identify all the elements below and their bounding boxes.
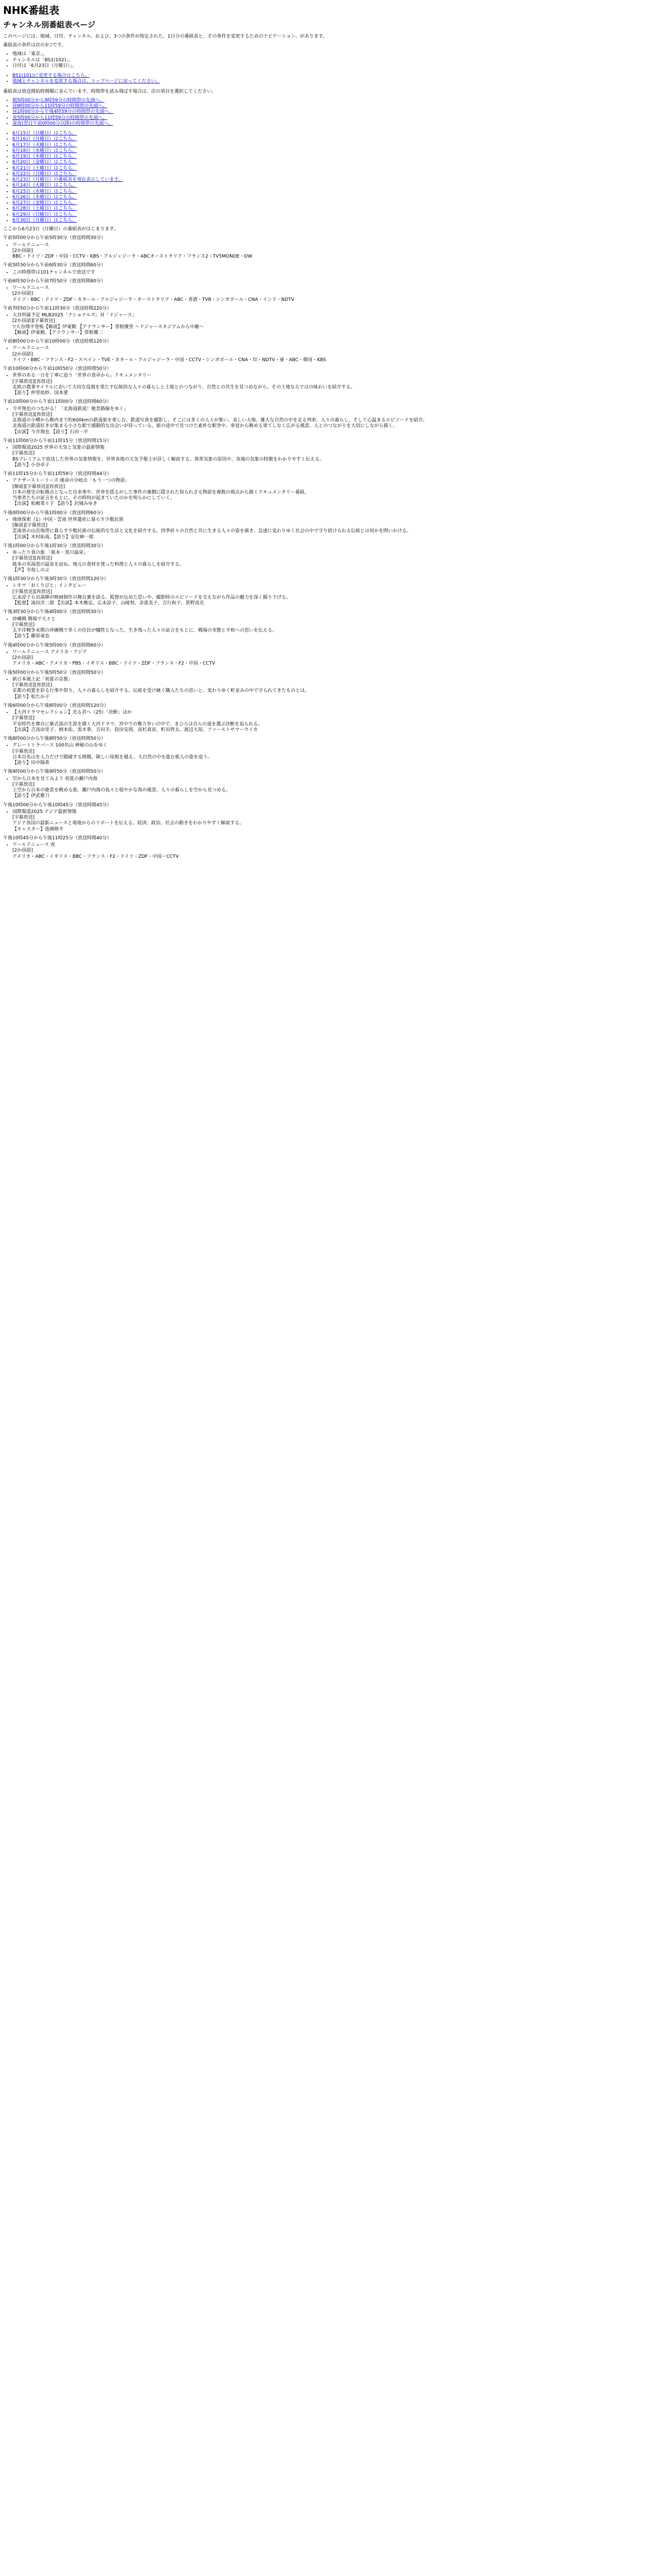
program-detail: 上空から日本の絶景を眺める旅。瀬戸内海の島々と穏やかな海の風景、人々の暮らしを空から見つめる。 bbox=[12, 788, 231, 793]
program-entry bbox=[12, 285, 659, 303]
program-title: • 今井翔也のつながる！「北海道鉄道！絶景路線をゆく」 bbox=[12, 406, 129, 412]
program-detail: [2か国語] bbox=[12, 848, 33, 854]
condition-item: • 日付は「6月23日（月曜日）」。 bbox=[12, 63, 659, 69]
program-detail: アジア各国の最新ニュースと現地からのリポートを伝える。経済、政治、社会の動きをわかりやすく解説する。 bbox=[12, 821, 244, 826]
program-time: 午後4時00分から午後5時00分（放送時間60分） bbox=[3, 642, 106, 648]
program-details bbox=[3, 710, 659, 733]
program-detail: 【声】寺島しのぶ bbox=[12, 567, 50, 573]
change-link-item bbox=[12, 79, 659, 84]
program-detail: 北海道の鉄道好きが集まる小さな駅で感動的な出会いが待っている。旅の途中で見つけた素朴な駅舎や、車窓から眺める果てしなく広がる風景、人とのつながりを大切にしながら描く。 bbox=[12, 423, 398, 429]
program-detail: [解説][字幕放送] bbox=[12, 523, 48, 528]
date-nav-link[interactable]: 6月28日（土曜日）はこちら。 bbox=[12, 206, 77, 212]
program-entry bbox=[12, 743, 659, 766]
time-nav-link[interactable]: 深夜(翌日午前0時00分以降)の時間帯の先頭へ。 bbox=[12, 121, 113, 126]
program-slot bbox=[3, 703, 659, 733]
program-detail: ▽大谷翔平登板【解説】伊東勤 【アナウンサー】曽根優里 〜ドジャースタジアムから中継〜 bbox=[12, 324, 204, 330]
program-title: • この時間帯は101チャンネルで放送です bbox=[12, 269, 95, 275]
program-details bbox=[3, 313, 659, 336]
time-nav-link[interactable]: 朝5時00分から9時59分の時間帯の先頭へ。 bbox=[12, 97, 105, 103]
program-detail: 京都の初夏を彩る行事や祭り、人々の暮らしを紹介する。伝統を受け継ぐ職人たちの思いと、変わりゆく町並みの中で守られてきたものとは。 bbox=[12, 688, 310, 694]
program-time: 午前6時30分から午前7時50分（放送時間80分） bbox=[3, 278, 106, 284]
program-title: • 国際報道2025 アジア最新情報 bbox=[12, 809, 77, 815]
program-time: 午前11時00分から午前11時15分（放送時間15分） bbox=[3, 438, 112, 444]
conditions-list bbox=[3, 52, 659, 69]
program-detail: [字幕放送][再放送] bbox=[12, 683, 53, 688]
page-subtitle: チャンネル別番組表ページ bbox=[3, 20, 95, 29]
date-nav-item bbox=[12, 177, 659, 183]
intro-text: このページには、地域、日付、チャンネル、および、3つの条件が指定された、1日分の番組表と、その条件を変更するためのナビゲーション、があります。 bbox=[3, 33, 327, 39]
program-detail: 【出演】今井翔也 【語り】石田一平 bbox=[12, 429, 88, 435]
program-title: • 世界のある一日を丁寧に追う「世界の食卓から」ドキュメンタリー bbox=[12, 373, 152, 379]
time-nav-item bbox=[12, 109, 659, 115]
date-nav-link[interactable]: 6月27日（金曜日）はこちら。 bbox=[12, 200, 77, 206]
program-title: • ワールドニュース 夜 bbox=[12, 842, 55, 848]
program-slot bbox=[3, 399, 659, 435]
program-detail: アメリカ・ABC・イギリス・BBC・フランス・F2・ドイツ・ZDF・中国・CCTV bbox=[12, 854, 179, 859]
change-links bbox=[3, 73, 659, 85]
program-detail: 日本百名山を人力だけで踏破する挑戦。険しい尾根を越え、大自然の中を進む旅人の姿を追う。 bbox=[12, 754, 212, 760]
program-time: 午前10時00分から午前10時50分（放送時間50分） bbox=[3, 366, 112, 371]
program-title: • 大谷所属予定 MLB2025「ナショナルズ」対「ドジャース」 bbox=[12, 313, 137, 318]
program-time: 午前5時30分から午前6時30分（放送時間60分） bbox=[3, 263, 106, 268]
program-entry bbox=[12, 406, 659, 435]
program-slot bbox=[3, 670, 659, 700]
program-detail: 北海道の小樽から稚内まで約600kmの鉄道旅を楽しむ。鉄道写真を撮影し、そこには多くの人々が集い、美しい大地、雄大な自然の中を走る列車、人々の暮らし、そして心温まるエピソードを紹介。 bbox=[12, 418, 428, 423]
time-nav-item bbox=[12, 121, 659, 127]
program-details bbox=[3, 677, 659, 700]
program-entry bbox=[12, 346, 659, 363]
condition-item: • 地域は「東京」。 bbox=[12, 52, 659, 57]
program-entry bbox=[12, 677, 659, 700]
program-slot bbox=[3, 736, 659, 766]
program-slot bbox=[3, 235, 659, 260]
date-nav-link[interactable]: 6月22日（日曜日）はこちら。 bbox=[12, 171, 77, 177]
date-nav-link[interactable]: 6月16日（月曜日）はこちら。 bbox=[12, 137, 77, 142]
date-nav-item bbox=[12, 160, 659, 165]
program-slot bbox=[3, 263, 659, 276]
program-title: • 地球探索（1）中国・雲南 世界遺産に暮らす少数民族 bbox=[12, 517, 124, 522]
time-nav-item bbox=[12, 104, 659, 109]
program-entry bbox=[12, 445, 659, 468]
date-nav-item bbox=[12, 218, 659, 224]
program-entry bbox=[12, 478, 659, 507]
program-time: 午後10時45分から午後11時25分（放送時間40分） bbox=[3, 835, 112, 841]
program-title: • ワールドニュース bbox=[12, 242, 49, 248]
program-details bbox=[3, 270, 659, 276]
date-nav-item bbox=[12, 212, 659, 218]
program-detail: [字幕放送] bbox=[12, 451, 35, 456]
program-detail: [字幕放送] bbox=[12, 815, 35, 820]
change-link-item bbox=[12, 73, 659, 79]
program-title: • 新日本風土記「初夏の京都」 bbox=[12, 676, 73, 682]
time-nav-item bbox=[12, 115, 659, 121]
date-nav-link[interactable]: 6月29日（日曜日）はこちら。 bbox=[12, 212, 77, 217]
program-title: • ゆったり食の旅 「熊本・黒川温泉」 bbox=[12, 550, 88, 555]
program-slot bbox=[3, 577, 659, 606]
change-channel-link[interactable]: BS1(101)に変更する場合はこちら。 bbox=[12, 73, 90, 78]
program-detail: 広末涼子ら出演陣が映画制作の舞台裏を語る。監督が込めた思いや、撮影時のエピソードを交えながら作品の魅力を深く掘り下げる。 bbox=[12, 595, 291, 600]
schedule-start-text: ここから6月23日（月曜日）の番組表がはじまります。 bbox=[3, 227, 119, 232]
program-time: 午後5時00分から午後5時50分（放送時間50分） bbox=[3, 670, 106, 675]
program-entry bbox=[12, 373, 659, 396]
date-nav-link[interactable]: 6月26日（木曜日）はこちら。 bbox=[12, 194, 77, 200]
program-detail: [字幕放送] bbox=[12, 716, 35, 721]
program-title: • ワールドニュース bbox=[12, 346, 49, 351]
condition-item: • チャンネルは「BS1(102)」。 bbox=[12, 58, 659, 63]
program-detail: ドイツ・BBC・フランス・F2・スペイン・TVE・カタール・アルジャジーラ・中国・CCTV・シンガポール・CNA・印・NDTV・豪・ABC・韓国・KBS bbox=[12, 357, 326, 363]
program-time: 午前10時00分から午前11時00分（放送時間60分） bbox=[3, 399, 112, 405]
program-detail: [2か国語] bbox=[12, 248, 33, 253]
date-nav-item bbox=[12, 195, 659, 200]
program-detail: BBC・ドイツ・ZDF・中国・CCTV・KBS・アルジャジーラ・ABCオーストラリア・フランス2・TV5MONDE・DW bbox=[12, 254, 253, 259]
date-nav-item bbox=[12, 137, 659, 142]
program-details bbox=[3, 842, 659, 860]
program-slot bbox=[3, 511, 659, 540]
time-nav bbox=[3, 98, 659, 127]
program-detail: 当事者たちの証言をもとに、その時何が起きていたのかを明らかにしていく。 bbox=[12, 496, 175, 501]
program-slot bbox=[3, 306, 659, 336]
date-nav-item bbox=[12, 183, 659, 189]
date-nav-item bbox=[12, 200, 659, 206]
program-entry bbox=[12, 313, 659, 336]
date-nav-item bbox=[12, 131, 659, 137]
program-slot bbox=[3, 544, 659, 573]
program-detail: 日本の歴史の転換点となった出来事や、世界を揺るがした事件の裏側に隠された知られざる物語を複数の視点から描くドキュメンタリー番組。 bbox=[12, 489, 309, 495]
date-nav-link[interactable]: 6月18日（水曜日）はこちら。 bbox=[12, 148, 77, 154]
date-nav-item bbox=[12, 172, 659, 177]
date-nav-link[interactable]: 6月19日（木曜日）はこちら。 bbox=[12, 154, 77, 159]
program-time: 午前8時00分から午前10時00分（放送時間120分） bbox=[3, 339, 112, 344]
date-nav-item bbox=[12, 143, 659, 148]
date-nav-link[interactable]: 6月24日（火曜日）はこちら。 bbox=[12, 183, 77, 189]
time-nav-link[interactable]: 昼1時00分から午後4時59分の時間帯の先頭へ。 bbox=[12, 109, 114, 115]
program-time: 午後9時00分から午後9時50分（放送時間50分） bbox=[3, 769, 106, 775]
program-time: 午後3時30分から午後4時00分（放送時間30分） bbox=[3, 609, 106, 615]
program-detail: 【語り】伊武雅刀 bbox=[12, 793, 50, 799]
program-detail: 【キャスター】池畑修平 bbox=[12, 826, 64, 832]
program-title: • シネマ「おくりびと」インタビュー bbox=[12, 583, 87, 589]
program-title: • 空から日本を見てみよう 初夏の瀬戸内海 bbox=[12, 776, 97, 782]
program-title: • アナザーストーリーズ 運命の分岐点「もう一つの物語」 bbox=[12, 478, 129, 484]
program-entry bbox=[12, 617, 659, 640]
program-detail: 【語り】田中陽希 bbox=[12, 760, 50, 766]
program-detail: [解説][字幕放送][再放送] bbox=[12, 484, 65, 489]
program-title: • 国際報道2025 世界の天気と気象の最新情報 bbox=[12, 445, 105, 450]
program-title: • ワールドニュース アメリカ・アジア bbox=[12, 649, 87, 655]
program-detail: [字幕放送][再放送] bbox=[12, 412, 53, 417]
program-detail: 【語り】松たか子 bbox=[12, 694, 50, 700]
program-time: 午後1時00分から午後1時30分（放送時間30分） bbox=[3, 543, 106, 549]
program-detail: [2か国語] bbox=[12, 655, 33, 660]
program-slot bbox=[3, 471, 659, 507]
date-nav-item bbox=[12, 166, 659, 172]
program-entry bbox=[12, 517, 659, 540]
program-slot bbox=[3, 836, 659, 860]
program-detail: 北欧の農業サイクルにおいて大切な役割を果たす伝統的な人々の暮らしと土地とのつながり、自然との共生を見つめながら、その土地ならではの味わいを紹介する。 bbox=[12, 384, 355, 390]
program-details bbox=[3, 285, 659, 303]
date-nav-link[interactable]: 6月25日（水曜日）はこちら。 bbox=[12, 189, 77, 194]
program-detail: BSプレミアムで放送した世界の気象情報を、世界各地の天気予報士が詳しく解説する。異常気象の原因や、各地の気象の特徴をわかりやすく伝える。 bbox=[12, 456, 324, 462]
program-detail: [2か国語][字幕放送] bbox=[12, 318, 55, 324]
program-slot bbox=[3, 643, 659, 667]
program-detail: 【出演】松嶋菜々子 【語り】沢城みゆき bbox=[12, 501, 97, 507]
program-details bbox=[3, 346, 659, 363]
program-entry bbox=[12, 270, 659, 276]
program-details bbox=[3, 809, 659, 833]
program-time: 午後0時00分から午後1時00分（放送時間60分） bbox=[3, 510, 106, 516]
date-nav bbox=[3, 131, 659, 224]
program-entry bbox=[12, 809, 659, 833]
program-details bbox=[3, 445, 659, 468]
program-detail: 【解説】伊東勤、【アナウンサー】曽根優二 bbox=[12, 330, 103, 335]
date-nav-link[interactable]: 6月20日（金曜日）はこちら。 bbox=[12, 160, 77, 165]
program-entry bbox=[12, 650, 659, 667]
program-detail: [字幕放送] bbox=[12, 749, 35, 754]
program-detail: 【監督】滝田洋二郎 【出演】本木雅弘、広末涼子、山﨑努、余貴美子、吉行和子、笹野高史 bbox=[12, 601, 204, 606]
program-details bbox=[3, 776, 659, 800]
program-entry bbox=[12, 583, 659, 606]
program-entry bbox=[12, 776, 659, 800]
program-slot bbox=[3, 339, 659, 363]
program-detail: 太平洋戦争末期の沖縄戦で多くの住民が犠牲となった。生き残った人々の証言をもとに、戦場の実態と平和への思いを伝える。 bbox=[12, 628, 277, 633]
program-detail: 【語り】小谷卓子 bbox=[12, 462, 50, 468]
program-slot bbox=[3, 366, 659, 396]
program-slot bbox=[3, 769, 659, 799]
program-detail: 【語り】仲里依紗、国本愛 bbox=[12, 391, 69, 396]
date-nav-link[interactable]: 6月21日（土曜日）はこちら。 bbox=[12, 165, 77, 171]
program-slot bbox=[3, 609, 659, 639]
program-detail: 熊本の名湯黒川温泉を訪ね、地元の食材を使った料理と人々の暮らしを紹介する。 bbox=[12, 562, 185, 567]
program-details bbox=[3, 583, 659, 606]
page bbox=[0, 0, 662, 865]
program-details bbox=[3, 406, 659, 435]
program-detail: アメリカ・ABC・アメリカ・PBS・イギリス・BBC・ドイツ・ZDF・フランス・F2・中国・CCTV bbox=[12, 661, 216, 667]
program-entry bbox=[12, 550, 659, 573]
program-details bbox=[3, 617, 659, 640]
program-details bbox=[3, 650, 659, 667]
program-details bbox=[3, 243, 659, 260]
time-nav-item bbox=[12, 98, 659, 104]
program-slot bbox=[3, 803, 659, 833]
page-title: NHK番組表 bbox=[3, 4, 59, 16]
program-detail: 【出演】木村拓哉、【語り】安住紳一郎 bbox=[12, 534, 94, 540]
program-title: • ワールドニュース bbox=[12, 285, 49, 291]
date-nav-item bbox=[12, 154, 659, 160]
date-nav-current[interactable]: 6月23日（月曜日）の番組表を現在表示しています。 bbox=[12, 177, 123, 182]
program-detail: [字幕放送][再放送] bbox=[12, 556, 53, 562]
program-details bbox=[3, 517, 659, 540]
program-title: • グレートトラバース 100名山 神秘の山をゆく bbox=[12, 743, 108, 749]
program-time: 午後1時30分から午後3時30分（放送時間120分） bbox=[3, 577, 109, 582]
program-detail: [字幕放送][再放送] bbox=[12, 379, 53, 384]
program-details bbox=[3, 550, 659, 573]
program-title: • 【大河ドラマセレクション】光る君へ（25）「決断」ほか bbox=[12, 710, 132, 715]
program-time: 午後8時00分から午後8時50分（放送時間50分） bbox=[3, 736, 106, 741]
program-details bbox=[3, 373, 659, 396]
time-nav-link[interactable]: 夜5時00分から11時59分の時間帯の先頭へ。 bbox=[12, 115, 108, 121]
time-nav-heading: 番組表は放送開始時間順に並んでいます。時間帯を読み飛ばす場合は、次の項目を選択してください。 bbox=[3, 89, 217, 94]
date-nav-link[interactable]: 6月17日（火曜日）はこちら。 bbox=[12, 142, 77, 148]
program-entry bbox=[12, 710, 659, 733]
program-detail: [2か国語] bbox=[12, 291, 33, 297]
date-nav-link[interactable]: 6月15日（日曜日）はこちら。 bbox=[12, 131, 77, 136]
program-detail: 雲南省の山岳地帯に暮らす少数民族の伝統的な生活と文化を紹介する。四季折々の自然と共に生きる人々の姿を描き、急速に変わりゆく社会の中で守り続けられる伝統とは何かを問いかける。 bbox=[12, 529, 411, 534]
date-nav-link[interactable]: 6月30日（月曜日）はこちら。 bbox=[12, 217, 77, 223]
date-nav-item bbox=[12, 189, 659, 195]
date-nav-item bbox=[12, 206, 659, 212]
program-details bbox=[3, 743, 659, 766]
program-time: 午前5時00分から午前5時30分（放送時間30分） bbox=[3, 235, 106, 241]
program-schedule bbox=[3, 235, 659, 860]
program-slot bbox=[3, 438, 659, 468]
program-time: 午後6時00分から午後8時00分（放送時間120分） bbox=[3, 703, 109, 708]
program-time: 午前11時15分から午前11時59分（放送時間44分） bbox=[3, 471, 112, 477]
program-detail: 【出演】吉高由里子、柄本佑、黒木華、吉田羊、段田安則、高杉真宙、町田啓太、渡辺大知、ファーストサマーウイカ bbox=[12, 727, 258, 733]
program-detail: [字幕放送][再放送] bbox=[12, 589, 53, 595]
program-detail: [字幕放送] bbox=[12, 622, 35, 628]
date-nav-item bbox=[12, 148, 659, 154]
program-details bbox=[3, 478, 659, 507]
program-detail: 【語り】藤原竜也 bbox=[12, 634, 50, 639]
program-entry bbox=[12, 842, 659, 860]
program-detail: [字幕放送] bbox=[12, 782, 35, 787]
program-detail: 平安時代を舞台に紫式部の生涯を描く大河ドラマ。宮中での権力争いの中で、まひろは自らの道を選ぶ決断を迫られる。 bbox=[12, 721, 263, 727]
conditions-heading: 番組表の条件は次の3つです。 bbox=[3, 43, 67, 48]
program-time: 午前7時50分から午前11時30分（放送時間220分） bbox=[3, 306, 112, 311]
program-detail: ドイツ・BBC・ドイツ・ZDF・カタール・アルジャジーラ・オーストラリア・ABC・香港・TVB・シンガポール・CNA・インド・NDTV bbox=[12, 297, 294, 302]
program-slot bbox=[3, 279, 659, 303]
program-entry bbox=[12, 243, 659, 260]
time-nav-link[interactable]: 昼9時00分から11時59分の時間帯の先頭へ。 bbox=[12, 104, 108, 109]
program-detail: [2か国語] bbox=[12, 351, 33, 357]
back-to-top-link[interactable]: 地域とチャンネルを変更する場合は、トップページに戻ってください。 bbox=[12, 79, 160, 84]
program-time: 午後10時00分から午後10時45分（放送時間45分） bbox=[3, 802, 112, 808]
program-title: • 沖縄戦 戦場で大々と bbox=[12, 616, 56, 622]
